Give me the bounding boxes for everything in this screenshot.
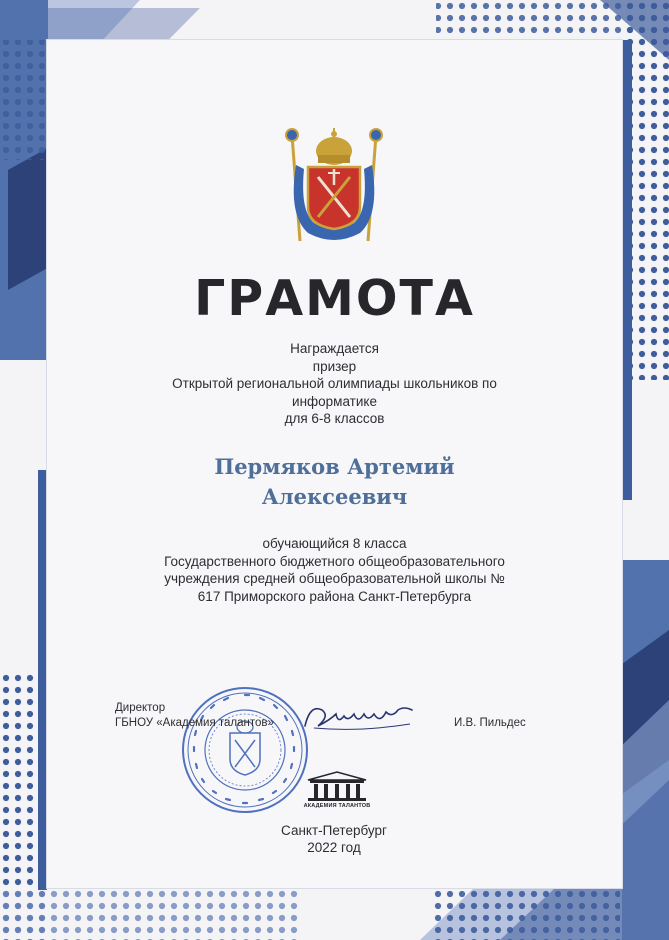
award-description xyxy=(140,340,529,428)
award-line-1: Награждается xyxy=(290,341,379,356)
school-line-1: обучающийся 8 класса xyxy=(262,536,407,551)
award-line-2: призер xyxy=(312,358,357,374)
academy-building-icon xyxy=(302,770,372,802)
signatory-block xyxy=(115,701,274,731)
signatory-role: Директор xyxy=(115,702,166,714)
recipient-school xyxy=(130,535,539,605)
award-line-3: Открытой региональной олимпиады школьников по xyxy=(172,376,497,391)
recipient-name-line-1: Пермяков Артемий xyxy=(214,454,455,479)
city: Санкт-Петербург xyxy=(281,823,387,838)
school-line-2: Государственного бюджетного общеобразовательного xyxy=(164,553,505,569)
year: 2022 год xyxy=(307,840,361,855)
coat-of-arms-icon xyxy=(278,125,390,247)
recipient-name-line-2: Алексеевич xyxy=(261,484,408,509)
academy-logo xyxy=(302,770,372,810)
director-signature xyxy=(300,696,420,736)
signatory-name: И.В. Пильдес xyxy=(454,717,526,729)
school-line-4: 617 Приморского района Санкт-Петербурга xyxy=(197,588,472,604)
school-line-3: учреждения средней общеобразовательной школы № xyxy=(164,571,505,586)
signatory-organization: ГБНОУ «Академия талантов» xyxy=(115,717,274,729)
academy-logo-text: АКАДЕМИЯ ТАЛАНТОВ xyxy=(303,803,371,809)
certificate-title: ГРАМОТА xyxy=(194,270,475,327)
place-and-date xyxy=(234,822,434,856)
recipient-name xyxy=(140,452,529,512)
award-line-4: информатике xyxy=(292,393,377,409)
award-line-5: для 6-8 классов xyxy=(284,411,385,426)
